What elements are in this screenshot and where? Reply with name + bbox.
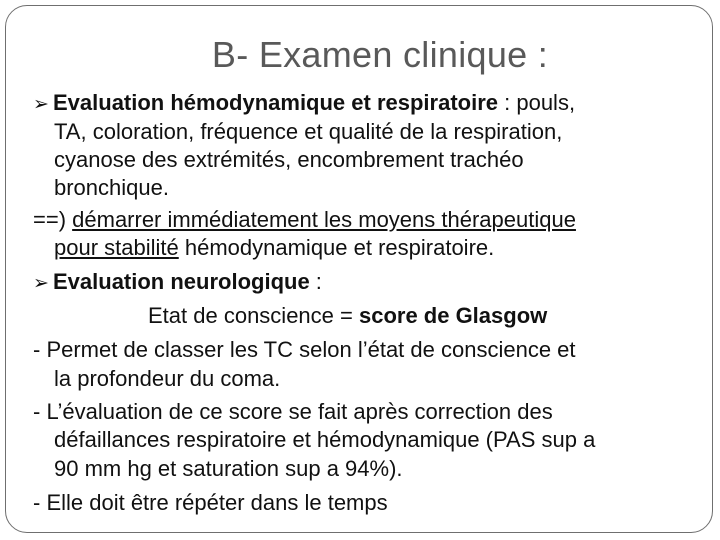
point2-line-1: - L’évaluation de ce score se fait après correction des — [33, 399, 553, 424]
point3-line-1: - Elle doit être répéter dans le temps — [33, 490, 388, 515]
hemo-line-1 — [33, 88, 575, 119]
action-prefix: ==) — [33, 207, 73, 232]
neuro-heading: Evaluation neurologique — [53, 269, 310, 294]
point2-line-2: défaillances respiratoire et hémodynamique (PAS sup a — [54, 427, 596, 452]
arrow-bullet-icon: ➢ — [33, 94, 49, 115]
slide-title: B- Examen clinique : — [211, 34, 549, 75]
neuro-line — [33, 267, 322, 298]
action-underlined-1: démarrer immédiatement les moyens thérapeutique — [72, 207, 576, 232]
hemo-line-4: bronchique. — [54, 175, 169, 200]
glasgow-line — [148, 301, 547, 330]
action-line-1 — [33, 205, 576, 234]
hemo-line-3: cyanose des extrémités, encombrement trachéo — [54, 147, 524, 172]
action-line-2 — [54, 233, 494, 262]
hemo-heading: Evaluation hémodynamique et respiratoire — [53, 90, 499, 115]
hemo-rest: : pouls, — [498, 90, 576, 115]
action-underlined-2: pour stabilité — [54, 235, 179, 260]
arrow-bullet-icon: ➢ — [33, 273, 49, 294]
point1-line-1: - Permet de classer les TC selon l’état de conscience et — [33, 337, 576, 362]
neuro-rest: : — [309, 269, 322, 294]
point2-line-3: 90 mm hg et saturation sup a 94%). — [54, 456, 403, 481]
hemo-line-2: TA, coloration, fréquence et qualité de la respiration, — [54, 119, 563, 144]
glasgow-score: score de Glasgow — [358, 303, 548, 328]
glasgow-label: Etat de conscience = — [148, 303, 359, 328]
action-rest: hémodynamique et respiratoire. — [178, 235, 495, 260]
point1-line-2: la profondeur du coma. — [54, 366, 281, 391]
